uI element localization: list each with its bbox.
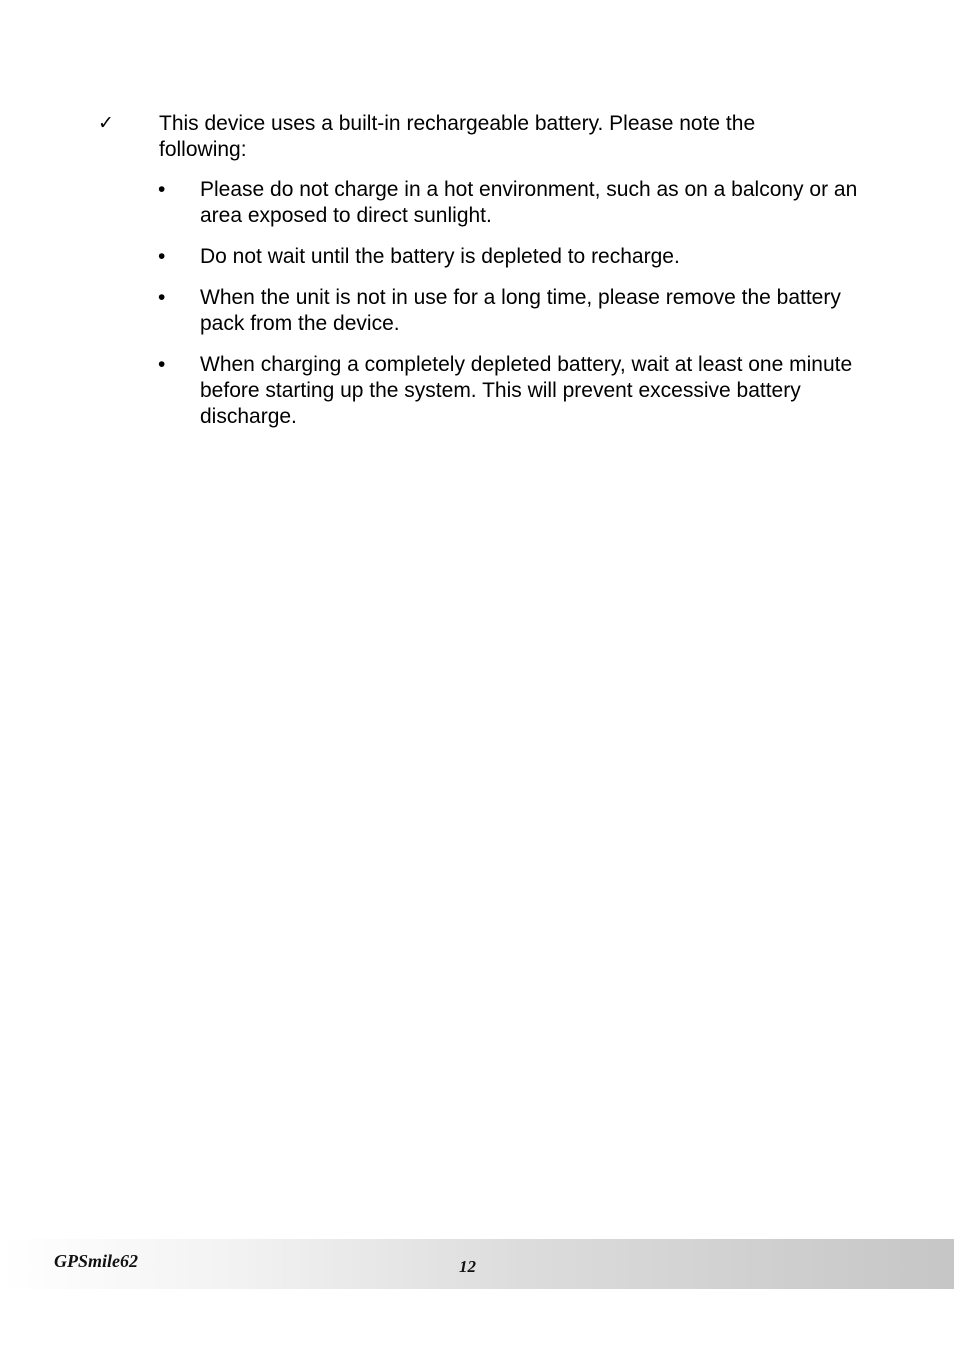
list-item-text: Do not wait until the battery is depleted to recharge. xyxy=(200,245,680,268)
bullet-icon: • xyxy=(158,178,166,201)
battery-note-text: This device uses a built-in rechargeable battery. Please note the following: xyxy=(159,112,756,161)
page-footer xyxy=(0,1239,954,1289)
footer-brand: GPSmile62 xyxy=(54,1251,138,1271)
bullet-icon: • xyxy=(158,286,166,309)
list-item-text: Please do not charge in a hot environment, such as on a balcony or an area exposed to direct sunlight. xyxy=(200,178,858,227)
list-item xyxy=(158,177,878,229)
list-item xyxy=(158,244,878,270)
bullet-icon: • xyxy=(158,245,166,268)
list-item-text: When charging a completely depleted battery, wait at least one minute before starting up the system. This will prevent excessive battery discharge. xyxy=(200,353,853,428)
battery-tips-list xyxy=(158,177,878,445)
checkmark-icon: ✓ xyxy=(98,112,114,134)
list-item xyxy=(158,352,878,430)
list-item xyxy=(158,285,878,337)
bullet-icon: • xyxy=(158,353,166,376)
list-item-text: When the unit is not in use for a long time, please remove the battery pack from the device. xyxy=(200,286,841,335)
page-number: 12 xyxy=(459,1257,476,1276)
